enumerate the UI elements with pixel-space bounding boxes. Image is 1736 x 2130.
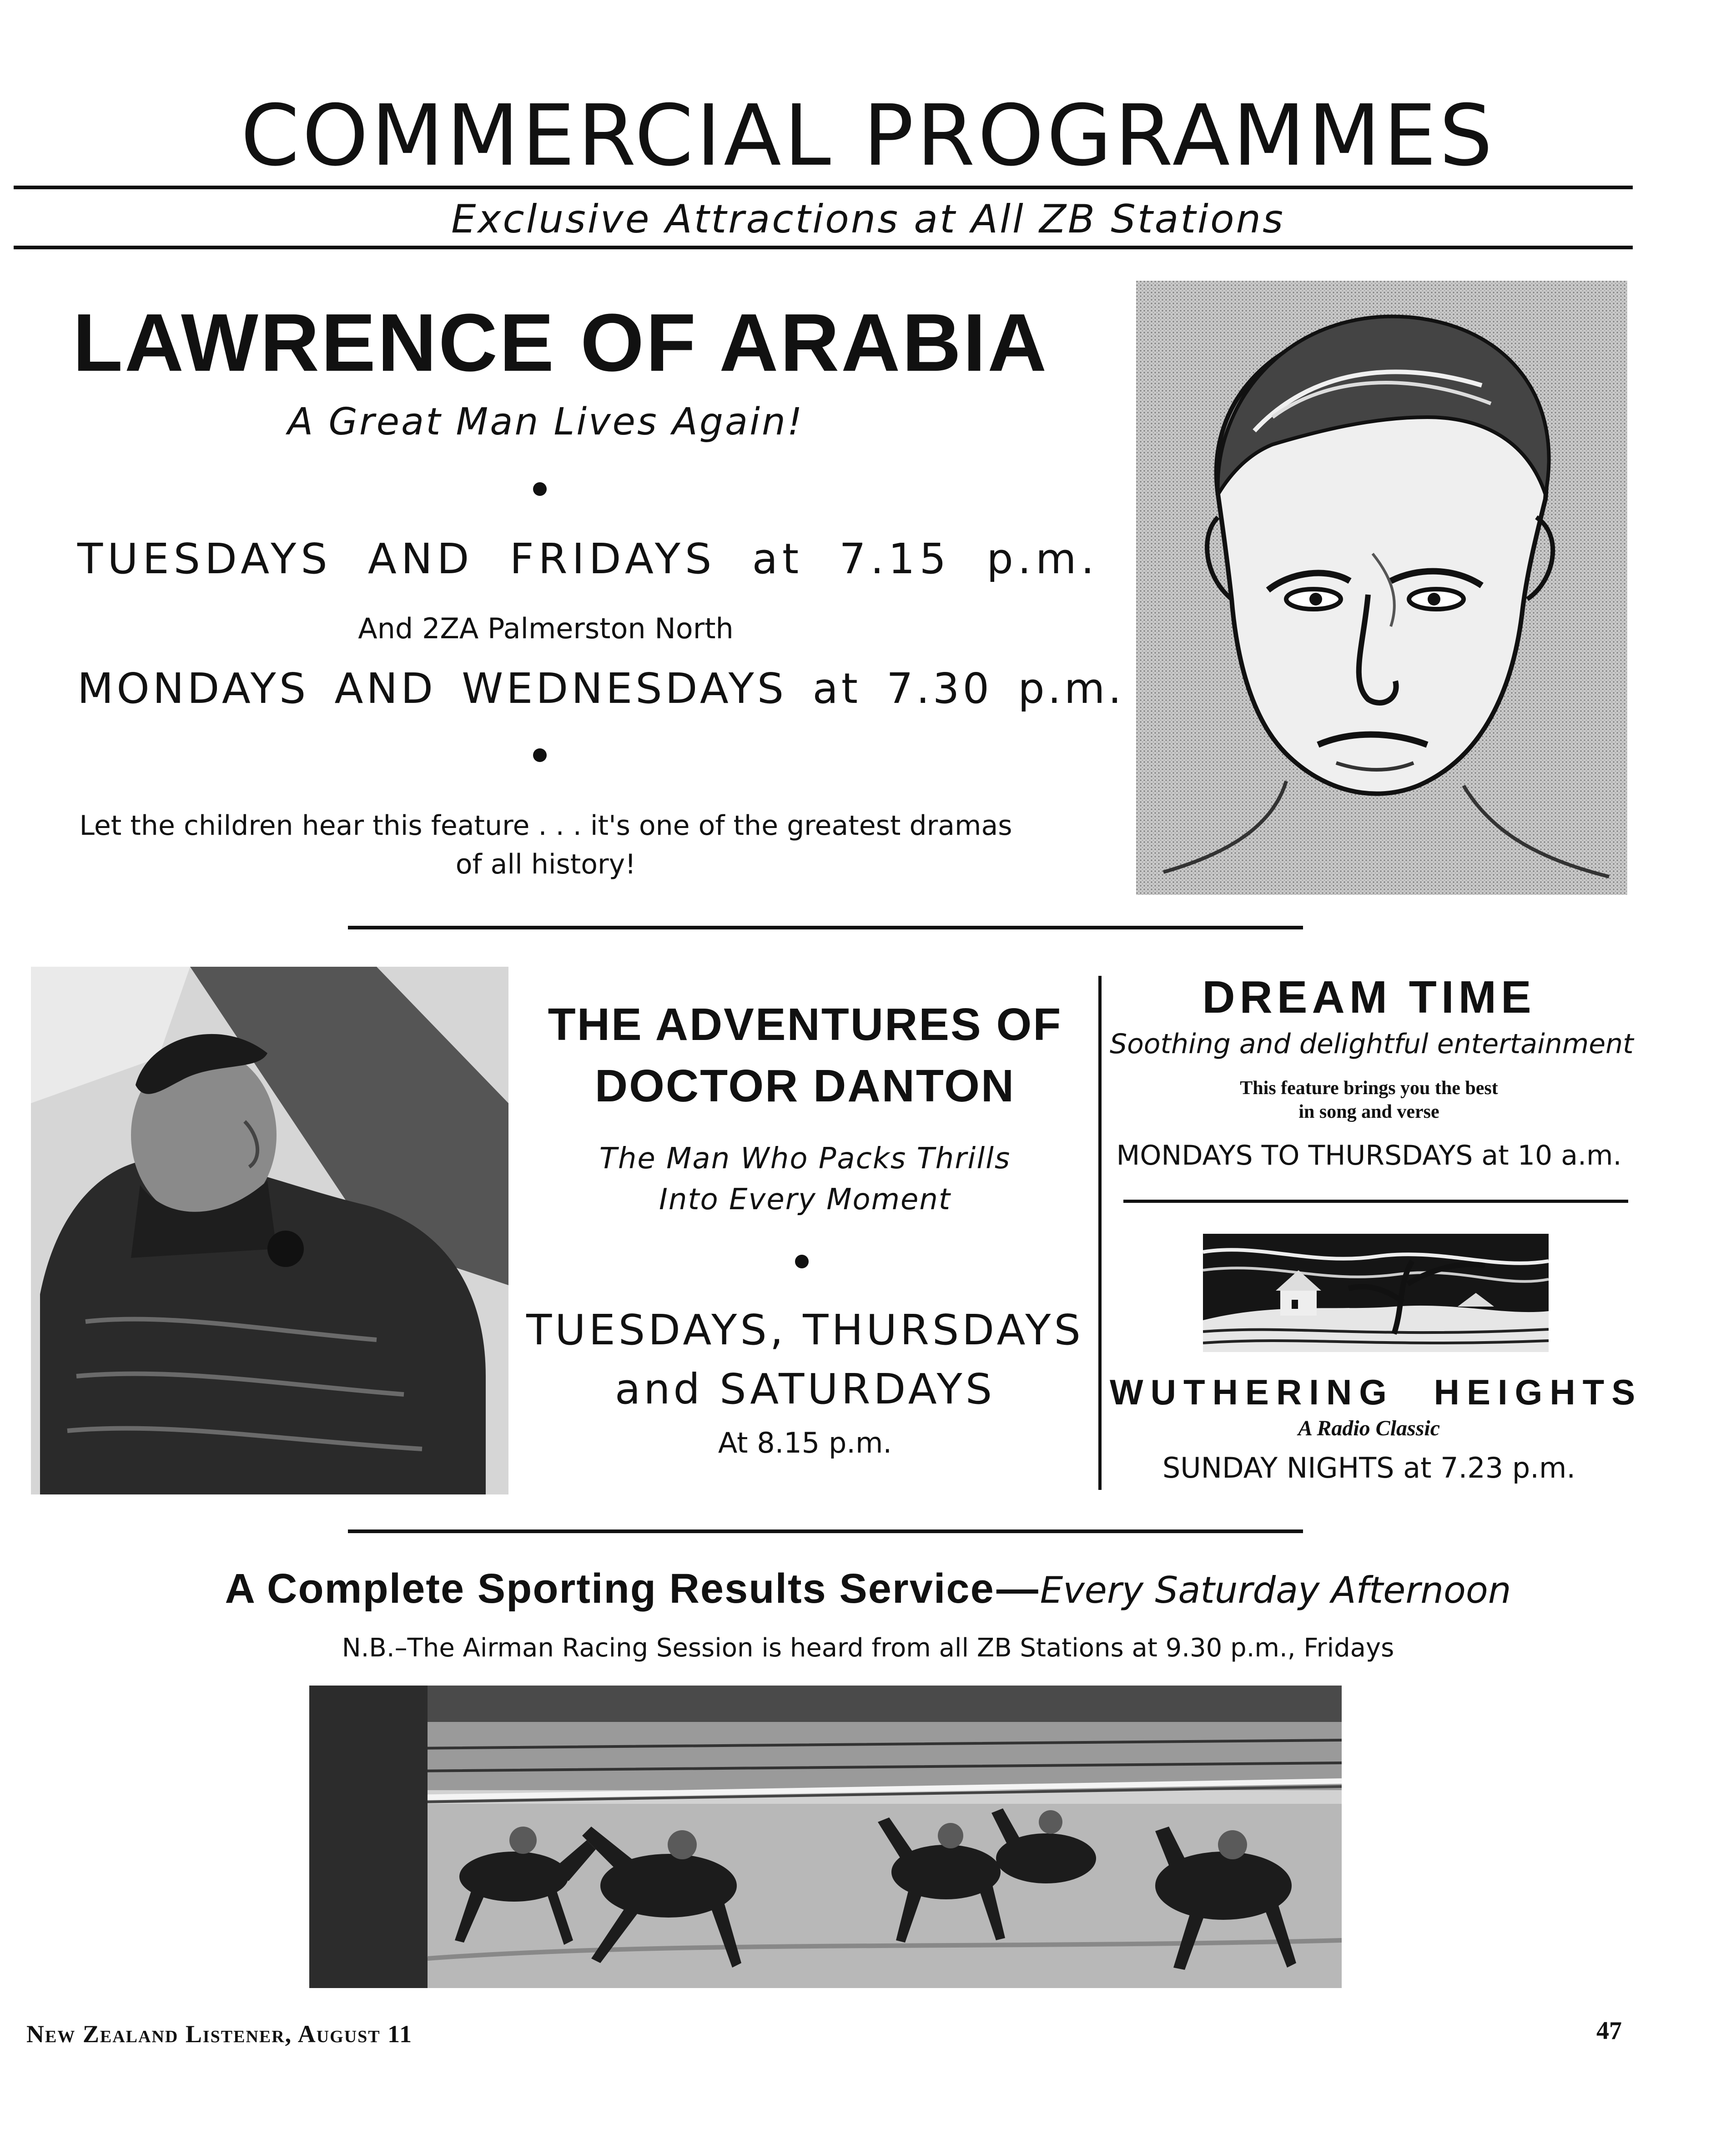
wuthering-schedule: SUNDAY NIGHTS at 7.23 p.m. (1162, 1451, 1576, 1484)
lawrence-schedule-1: TUESDAYS AND FRIDAYS at 7.15 p.m. (77, 535, 1099, 583)
danton-days-2: and SATURDAYS (614, 1365, 996, 1413)
lawrence-schedule-2: MONDAYS AND WEDNESDAYS at 7.30 p.m. (77, 664, 1125, 713)
portrait-sketch-icon (1136, 281, 1627, 895)
lawrence-tagline: A Great Man Lives Again! (287, 400, 804, 444)
lawrence-station-note: And 2ZA Palmerston North (358, 612, 734, 645)
moor-house-tree-icon (1203, 1234, 1549, 1352)
danton-title-2: DOCTOR DANTON (594, 1060, 1016, 1111)
lawrence-note-1: Let the children hear this feature . . . it's one of the greatest dramas (79, 810, 1012, 842)
section-rule (1123, 1200, 1628, 1203)
sporting-headline-tail: Every Saturday Afternoon (1040, 1569, 1511, 1611)
bullet-dot (533, 482, 547, 496)
sporting-note: N.B.–The Airman Racing Session is heard from all ZB Stations at 9.30 p.m., Fridays (342, 1633, 1394, 1663)
page-subtitle: Exclusive Attractions at All ZB Stations (451, 197, 1285, 242)
sporting-headline-row (0, 1565, 1736, 1613)
danton-title-1: THE ADVENTURES OF (548, 999, 1062, 1050)
danton-tagline-1: The Man Who Packs Thrills (599, 1142, 1011, 1176)
dream-time-desc-1: This feature brings you the best (1240, 1078, 1498, 1099)
sporting-dash: — (996, 1565, 1038, 1612)
horse-race-photo-icon (309, 1686, 1342, 1988)
column-divider (1098, 976, 1102, 1490)
wuthering-title: WUTHERING HEIGHTS (1110, 1372, 1643, 1412)
man-in-coat-photo-icon (31, 967, 508, 1494)
danton-days-1: TUESDAYS, THURSDAYS (526, 1306, 1084, 1354)
section-rule (348, 1529, 1303, 1533)
footer-page-number: 47 (1596, 2017, 1622, 2045)
bullet-dot (795, 1255, 809, 1268)
header-rule-bottom (14, 246, 1633, 249)
sporting-headline: A Complete Sporting Results Service (225, 1565, 995, 1612)
dream-time-title: DREAM TIME (1202, 972, 1536, 1023)
dream-time-schedule: MONDAYS TO THURSDAYS at 10 a.m. (1116, 1140, 1622, 1171)
lawrence-note-2: of all history! (455, 848, 636, 880)
footer-publication: New Zealand Listener, August 11 (26, 2020, 413, 2048)
bullet-dot (533, 748, 547, 762)
lawrence-title: LAWRENCE OF ARABIA (73, 297, 1049, 389)
header-rule-top (14, 186, 1633, 189)
danton-tagline-2: Into Every Moment (659, 1183, 951, 1216)
danton-time: At 8.15 p.m. (718, 1426, 892, 1459)
wuthering-tagline: A Radio Classic (1298, 1416, 1440, 1440)
dream-time-desc-2: in song and verse (1298, 1101, 1439, 1122)
section-rule (348, 926, 1303, 929)
page-title: COMMERCIAL PROGRAMMES (241, 86, 1495, 185)
dream-time-tagline: Soothing and delightful entertainment (1110, 1028, 1634, 1060)
